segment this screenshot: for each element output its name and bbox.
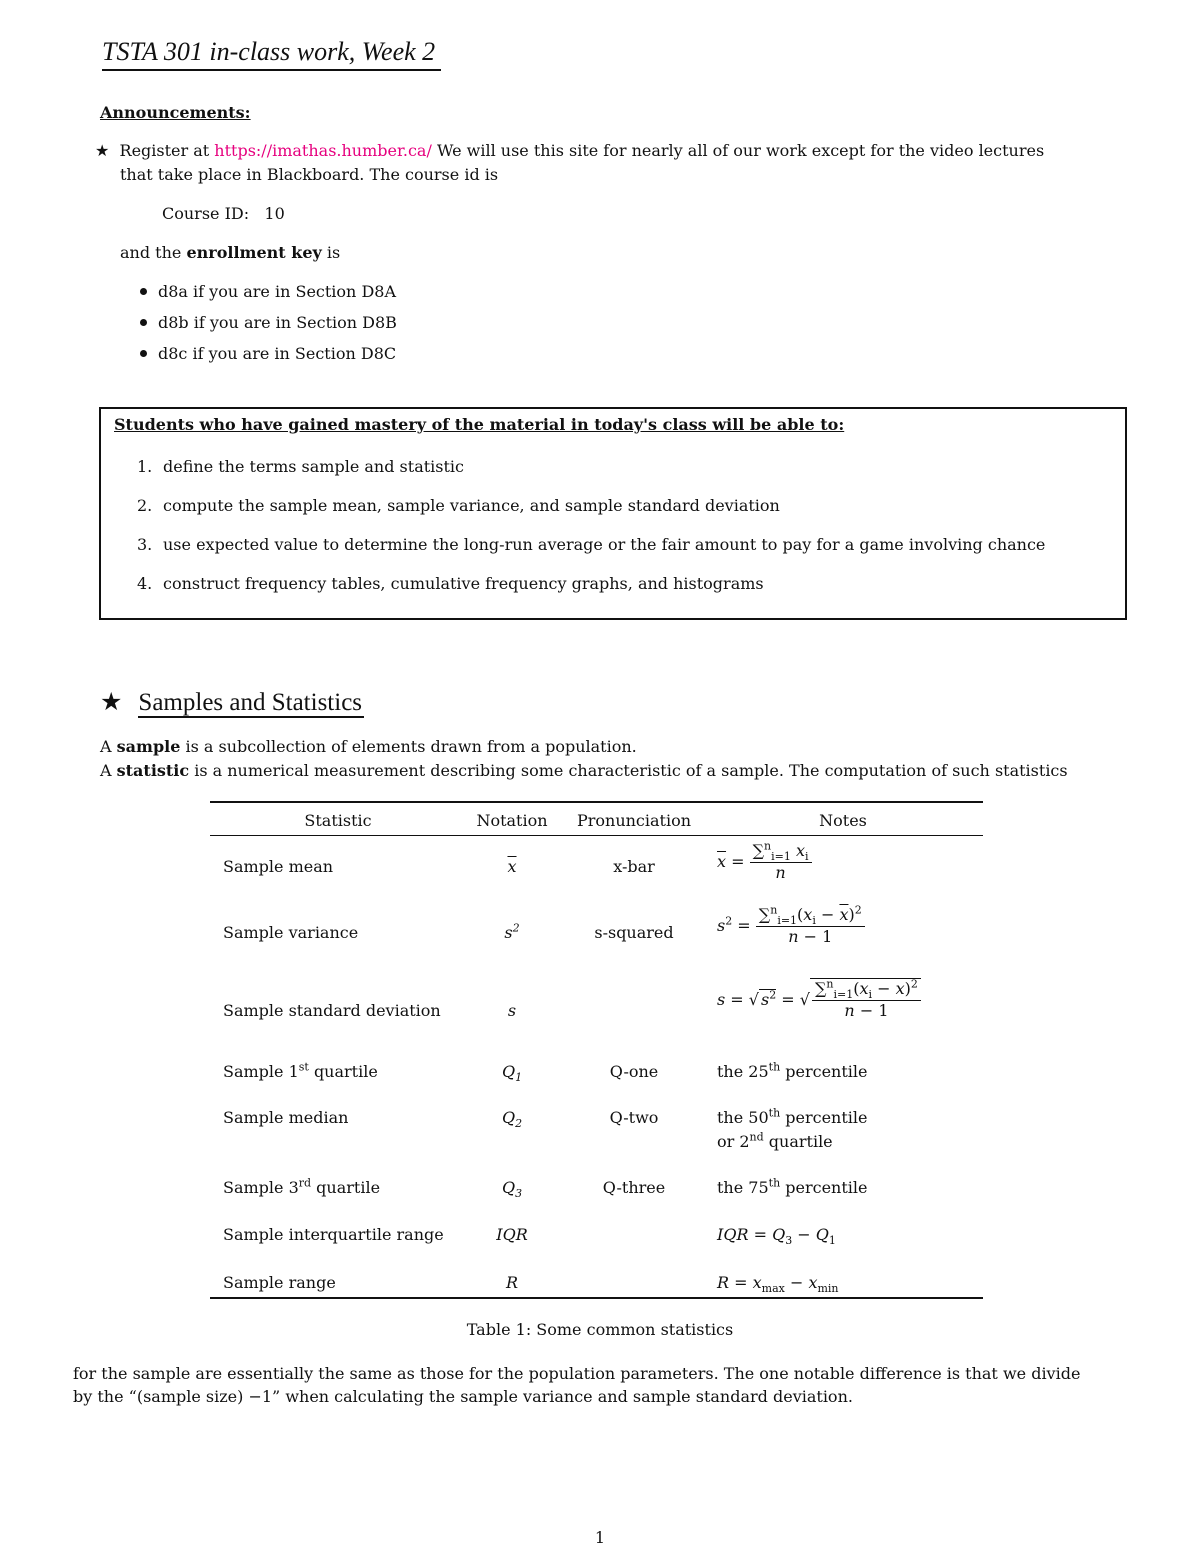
objectives-heading: Students who have gained mastery of the material in today's class will be able to: bbox=[114, 415, 845, 434]
table-row-stat: Sample range bbox=[223, 1273, 336, 1292]
table-top-rule bbox=[210, 801, 983, 803]
table-row-stat: Sample mean bbox=[223, 857, 334, 876]
list-item bbox=[140, 311, 397, 342]
notation-q1: $Q_1$ bbox=[501, 1062, 523, 1085]
paragraph-line: for the sample are essentially the same as those for the population parameters. The one notable difference is that we divide bbox=[73, 1364, 1081, 1383]
register-prefix: Register at bbox=[119, 141, 210, 160]
statistic-definition bbox=[100, 759, 1068, 783]
objectives-list bbox=[137, 455, 1045, 611]
table-header-statistic: Statistic bbox=[304, 811, 372, 830]
text: is a subcollection of elements drawn from a population. bbox=[185, 737, 637, 756]
bullet-icon bbox=[140, 288, 147, 295]
star-icon: ★ bbox=[95, 141, 110, 160]
table-header-pronunciation: Pronunciation bbox=[576, 811, 692, 830]
list-item bbox=[140, 342, 397, 373]
item-text: construct frequency tables, cumulative frequency graphs, and histograms bbox=[163, 574, 764, 593]
objectives-box bbox=[99, 407, 1127, 620]
page-number: 1 bbox=[594, 1528, 606, 1547]
key-text: d8a if you are in Section D8A bbox=[158, 282, 397, 301]
table-row-stat: Sample standard deviation bbox=[223, 1001, 441, 1020]
key-text: d8b if you are in Section D8B bbox=[158, 313, 397, 332]
bullet-icon bbox=[140, 350, 147, 357]
note-q3: the 75th percentile bbox=[717, 1176, 868, 1197]
course-id bbox=[162, 202, 285, 226]
course-id-label: Course ID: bbox=[162, 204, 250, 223]
formula-iqr: IQR = $Q_3 - Q_1$ bbox=[717, 1225, 836, 1248]
table-row-pron: Q-three bbox=[602, 1178, 666, 1197]
note-median: the 50th percentile or 2nd quartile bbox=[717, 1106, 868, 1151]
section-title: Samples and Statistics bbox=[138, 689, 363, 716]
table-header-notation: Notation bbox=[476, 811, 548, 830]
key-text: d8c if you are in Section D8C bbox=[158, 344, 397, 363]
register-line bbox=[95, 139, 1044, 163]
text: is a numerical measurement describing some characteristic of a sample. The computation of such statistics bbox=[194, 761, 1068, 780]
section-heading bbox=[100, 684, 364, 722]
item-text: define the terms sample and statistic bbox=[163, 457, 464, 476]
formula-mean: $\overline{x}$ = $\frac{\sum^n_{i=1} x_i}{n}$ bbox=[717, 841, 812, 884]
text: A bbox=[100, 761, 112, 780]
enroll-prefix: and the bbox=[120, 243, 182, 262]
list-item bbox=[140, 280, 397, 311]
note-q1: the 25th percentile bbox=[717, 1060, 868, 1081]
list-item bbox=[137, 455, 1045, 494]
table-row-stat: Sample variance bbox=[223, 923, 359, 942]
table-bottom-rule bbox=[210, 1297, 983, 1299]
notation-s: s bbox=[507, 1001, 517, 1020]
formula-std-dev: s = √ $s^2$ = √ $\frac{\sum^n_{i=1}(x_i - \overline{x})^2}{n - 1}$ bbox=[717, 978, 921, 1022]
item-number: 1. bbox=[137, 457, 153, 476]
register-suffix: We will use this site for nearly all of our work except for the video lectures bbox=[436, 141, 1045, 160]
table-row-pron: Q-two bbox=[609, 1108, 659, 1127]
table-header-rule bbox=[210, 835, 983, 836]
table-caption: Table 1: Some common statistics bbox=[466, 1320, 734, 1339]
list-item bbox=[137, 494, 1045, 533]
notation-s-squared: $s^2$ bbox=[504, 921, 520, 942]
item-text: compute the sample mean, sample variance, and sample standard deviation bbox=[163, 496, 780, 515]
formula-range: $R = x_{max} - x_{min}$ bbox=[717, 1273, 839, 1296]
term-statistic: statistic bbox=[116, 761, 190, 780]
announcements-heading: Announcements: bbox=[100, 103, 251, 122]
table-row-pron: Q-one bbox=[609, 1062, 659, 1081]
enroll-suffix: is bbox=[326, 243, 341, 262]
sample-definition bbox=[100, 735, 637, 759]
notation-r: R bbox=[505, 1273, 519, 1292]
enrollment-key-line bbox=[120, 241, 340, 265]
item-number: 3. bbox=[137, 535, 153, 554]
course-id-value: 10 bbox=[264, 204, 285, 223]
item-text: use expected value to determine the long-run average or the fair amount to pay for a game involving chance bbox=[163, 535, 1046, 554]
table-row-stat: Sample 1st quartile bbox=[223, 1060, 378, 1081]
imathas-link[interactable]: https://imathas.humber.ca/ bbox=[214, 141, 432, 160]
bullet-icon bbox=[140, 319, 147, 326]
notation-q3: $Q_3$ bbox=[501, 1178, 523, 1201]
table-row-stat: Sample median bbox=[223, 1108, 349, 1127]
page-title: TSTA 301 in-class work, Week 2 bbox=[102, 36, 441, 71]
table-row-stat: Sample 3rd quartile bbox=[223, 1176, 381, 1197]
item-number: 2. bbox=[137, 496, 153, 515]
term-sample: sample bbox=[116, 737, 181, 756]
item-number: 4. bbox=[137, 574, 153, 593]
notation-q2: $Q_2$ bbox=[501, 1108, 523, 1131]
text: A bbox=[100, 737, 112, 756]
formula-variance: $s^2$ = $\frac{\sum^n_{i=1}(x_i - \overline{x})^2}{n - 1}$ bbox=[717, 905, 865, 948]
list-item bbox=[137, 572, 1045, 611]
notation-xbar: $\overline{x}$ bbox=[507, 857, 517, 876]
table-row-pron: x-bar bbox=[613, 857, 655, 876]
enrollment-keys-list bbox=[140, 280, 397, 373]
table-header-notes: Notes bbox=[819, 811, 867, 830]
enroll-bold: enrollment key bbox=[186, 243, 322, 262]
paragraph-line: by the “(sample size) −1” when calculating the sample variance and sample standard deviation. bbox=[73, 1387, 853, 1406]
star-icon: ★ bbox=[100, 689, 123, 716]
table-row-stat: Sample interquartile range bbox=[223, 1225, 444, 1244]
list-item bbox=[137, 533, 1045, 572]
register-line-2: that take place in Blackboard. The course id is bbox=[120, 165, 499, 184]
notation-iqr: IQR bbox=[496, 1225, 528, 1244]
table-row-pron: s-squared bbox=[594, 923, 674, 942]
